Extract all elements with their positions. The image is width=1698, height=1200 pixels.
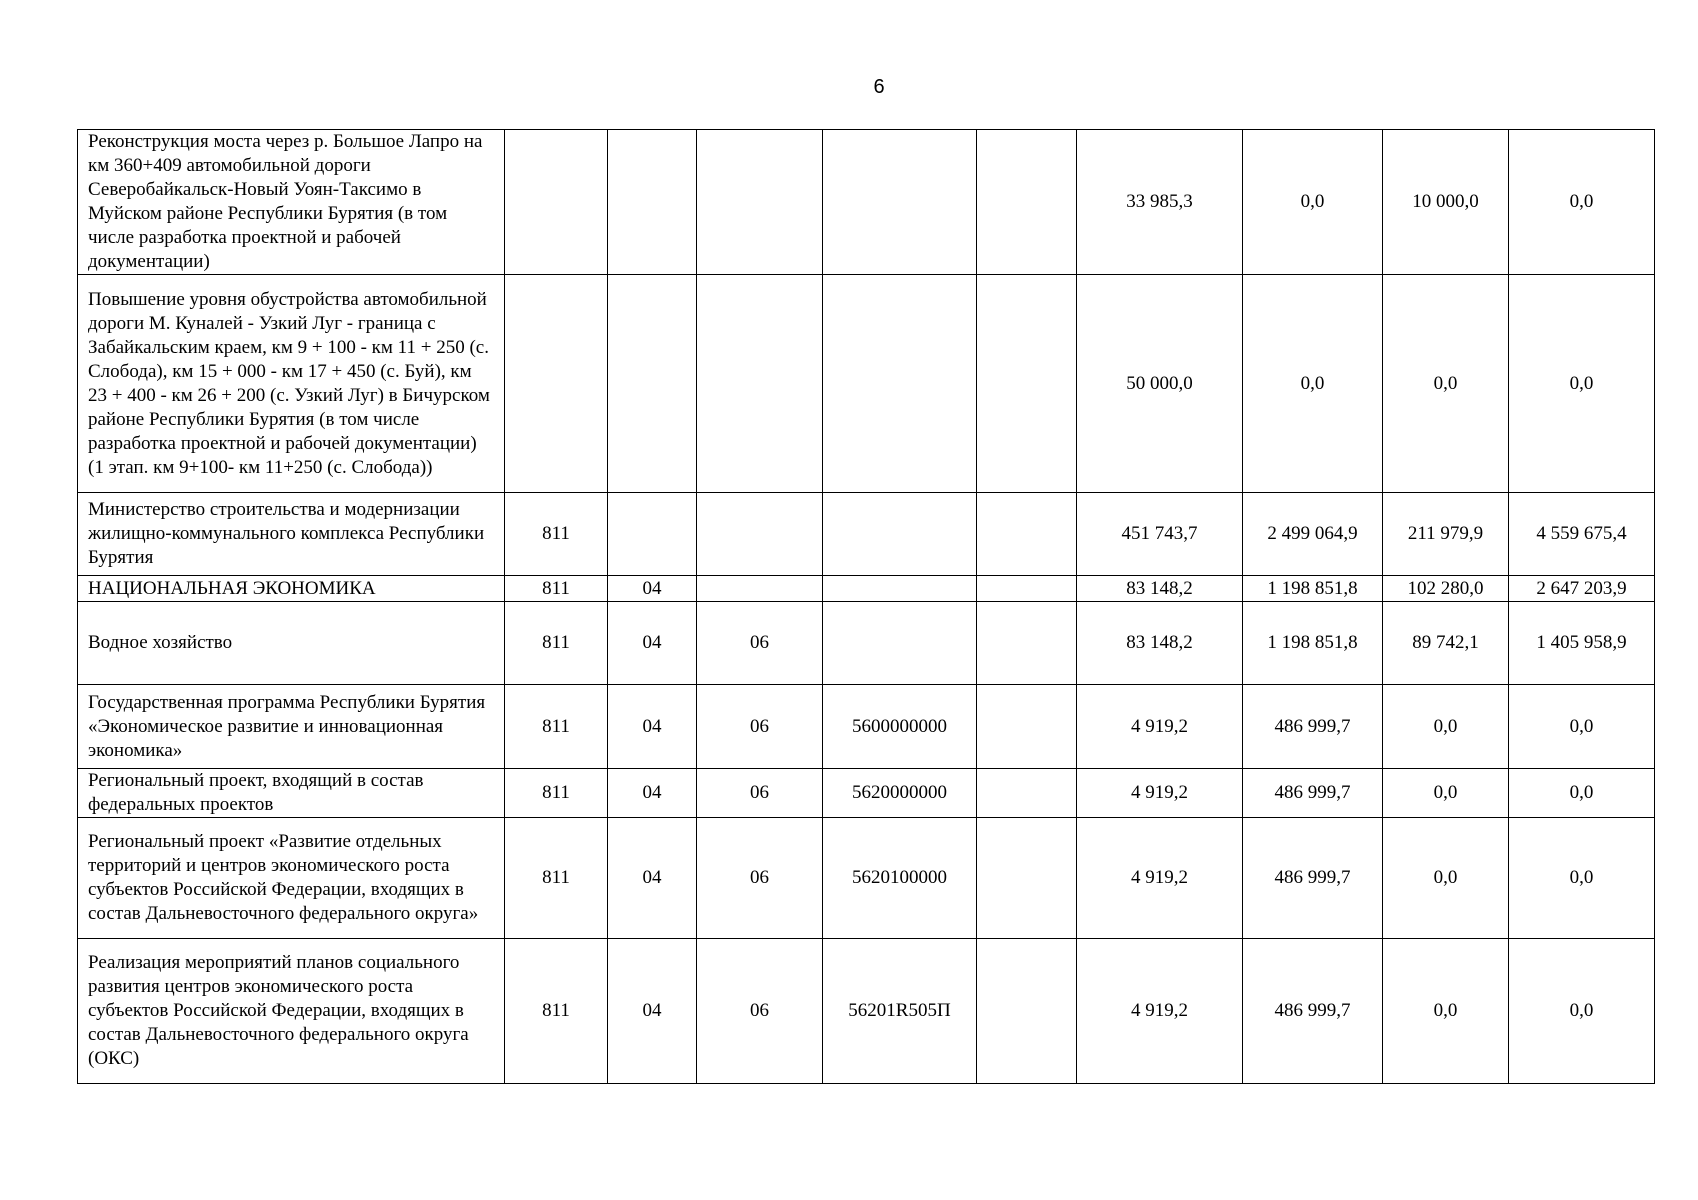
row-name: Государственная программа Республики Бурятия «Экономическое развитие и инновационная экономика» (78, 685, 505, 769)
cell-value-2: 486 999,7 (1243, 769, 1383, 818)
cell-target-article (823, 130, 977, 275)
cell-target-article: 56201R505П (823, 939, 977, 1084)
cell-target-article (823, 275, 977, 493)
cell-value-2: 486 999,7 (1243, 939, 1383, 1084)
cell-value-1: 4 919,2 (1077, 769, 1243, 818)
cell-value-1: 50 000,0 (1077, 275, 1243, 493)
cell-subsection: 06 (697, 818, 823, 939)
cell-grbs: 811 (505, 493, 608, 576)
cell-value-4: 0,0 (1509, 685, 1655, 769)
cell-value-4: 0,0 (1509, 130, 1655, 275)
table-row (78, 493, 1655, 576)
cell-value-2: 1 198 851,8 (1243, 602, 1383, 685)
cell-value-4: 0,0 (1509, 818, 1655, 939)
cell-value-1: 83 148,2 (1077, 602, 1243, 685)
cell-subsection: 06 (697, 685, 823, 769)
cell-target-article (823, 576, 977, 602)
cell-value-2: 486 999,7 (1243, 685, 1383, 769)
row-name: Региональный проект «Развитие отдельных территорий и центров экономического роста субъектов Российской Федерации, входящих в состав Дальневосточного федерального округа» (78, 818, 505, 939)
cell-grbs (505, 130, 608, 275)
budget-table (77, 129, 1655, 1084)
cell-grbs: 811 (505, 576, 608, 602)
cell-expense-type (977, 493, 1077, 576)
cell-subsection (697, 275, 823, 493)
cell-section (608, 130, 697, 275)
cell-value-3: 0,0 (1383, 769, 1509, 818)
row-name: Повышение уровня обустройства автомобильной дороги М. Куналей - Узкий Луг - граница с Забайкальским краем, км 9 + 100 - км 11 + 250 (с. Слобода), км 15 + 000 - км 17 + 450 (с. Буй), км 23 + 400 - км 26 + 200 (с. Узкий Луг) в Бичурском районе Республики Бурятия (в том числе разработка проектной и рабочей документации) (1 этап. км 9+100- км 11+250 (с. Слобода)) (78, 275, 505, 493)
cell-target-article: 5620000000 (823, 769, 977, 818)
cell-value-4: 0,0 (1509, 939, 1655, 1084)
cell-target-article (823, 602, 977, 685)
cell-value-3: 10 000,0 (1383, 130, 1509, 275)
cell-value-2: 1 198 851,8 (1243, 576, 1383, 602)
cell-value-3: 0,0 (1383, 939, 1509, 1084)
cell-expense-type (977, 685, 1077, 769)
cell-section (608, 493, 697, 576)
table-row (78, 275, 1655, 493)
cell-target-article (823, 493, 977, 576)
cell-section: 04 (608, 602, 697, 685)
cell-subsection (697, 576, 823, 602)
cell-value-4: 2 647 203,9 (1509, 576, 1655, 602)
cell-grbs: 811 (505, 685, 608, 769)
cell-expense-type (977, 602, 1077, 685)
row-name: Реализация мероприятий планов социального развития центров экономического роста субъектов Российской Федерации, входящих в состав Дальневосточного федерального округа (ОКС) (78, 939, 505, 1084)
table-row (78, 769, 1655, 818)
cell-value-1: 4 919,2 (1077, 685, 1243, 769)
table-row (78, 576, 1655, 602)
cell-grbs: 811 (505, 818, 608, 939)
cell-subsection (697, 130, 823, 275)
cell-target-article: 5600000000 (823, 685, 977, 769)
cell-subsection: 06 (697, 939, 823, 1084)
row-name: Министерство строительства и модернизации жилищно-коммунального комплекса Республики Бурятия (78, 493, 505, 576)
cell-value-3: 211 979,9 (1383, 493, 1509, 576)
cell-value-2: 486 999,7 (1243, 818, 1383, 939)
cell-expense-type (977, 818, 1077, 939)
cell-value-4: 0,0 (1509, 769, 1655, 818)
cell-section: 04 (608, 939, 697, 1084)
row-name: Региональный проект, входящий в состав федеральных проектов (78, 769, 505, 818)
cell-value-3: 0,0 (1383, 818, 1509, 939)
table-row (78, 602, 1655, 685)
cell-subsection: 06 (697, 769, 823, 818)
cell-value-4: 0,0 (1509, 275, 1655, 493)
cell-expense-type (977, 576, 1077, 602)
cell-expense-type (977, 130, 1077, 275)
cell-value-2: 0,0 (1243, 130, 1383, 275)
cell-value-3: 0,0 (1383, 685, 1509, 769)
cell-value-4: 1 405 958,9 (1509, 602, 1655, 685)
cell-value-3: 89 742,1 (1383, 602, 1509, 685)
cell-section: 04 (608, 769, 697, 818)
page-number: 6 (873, 76, 885, 98)
cell-expense-type (977, 275, 1077, 493)
cell-value-2: 2 499 064,9 (1243, 493, 1383, 576)
cell-section (608, 275, 697, 493)
cell-grbs: 811 (505, 939, 608, 1084)
cell-section: 04 (608, 576, 697, 602)
cell-expense-type (977, 769, 1077, 818)
cell-value-3: 0,0 (1383, 275, 1509, 493)
cell-value-1: 4 919,2 (1077, 818, 1243, 939)
cell-value-1: 451 743,7 (1077, 493, 1243, 576)
cell-value-3: 102 280,0 (1383, 576, 1509, 602)
table-row (78, 818, 1655, 939)
cell-value-1: 83 148,2 (1077, 576, 1243, 602)
cell-grbs (505, 275, 608, 493)
cell-expense-type (977, 939, 1077, 1084)
cell-value-2: 0,0 (1243, 275, 1383, 493)
row-name: Водное хозяйство (78, 602, 505, 685)
cell-value-1: 33 985,3 (1077, 130, 1243, 275)
cell-grbs: 811 (505, 769, 608, 818)
table-row (78, 130, 1655, 275)
table-row (78, 939, 1655, 1084)
table-row (78, 685, 1655, 769)
cell-value-4: 4 559 675,4 (1509, 493, 1655, 576)
cell-section: 04 (608, 818, 697, 939)
cell-grbs: 811 (505, 602, 608, 685)
cell-subsection (697, 493, 823, 576)
row-name: НАЦИОНАЛЬНАЯ ЭКОНОМИКА (78, 576, 505, 602)
cell-value-1: 4 919,2 (1077, 939, 1243, 1084)
cell-subsection: 06 (697, 602, 823, 685)
cell-section: 04 (608, 685, 697, 769)
cell-target-article: 5620100000 (823, 818, 977, 939)
row-name: Реконструкция моста через р. Большое Лапро на км 360+409 автомобильной дороги Северобайкальск-Новый Уоян-Таксимо в Муйском районе Республики Бурятия (в том числе разработка проектной и рабочей документации) (78, 130, 505, 275)
